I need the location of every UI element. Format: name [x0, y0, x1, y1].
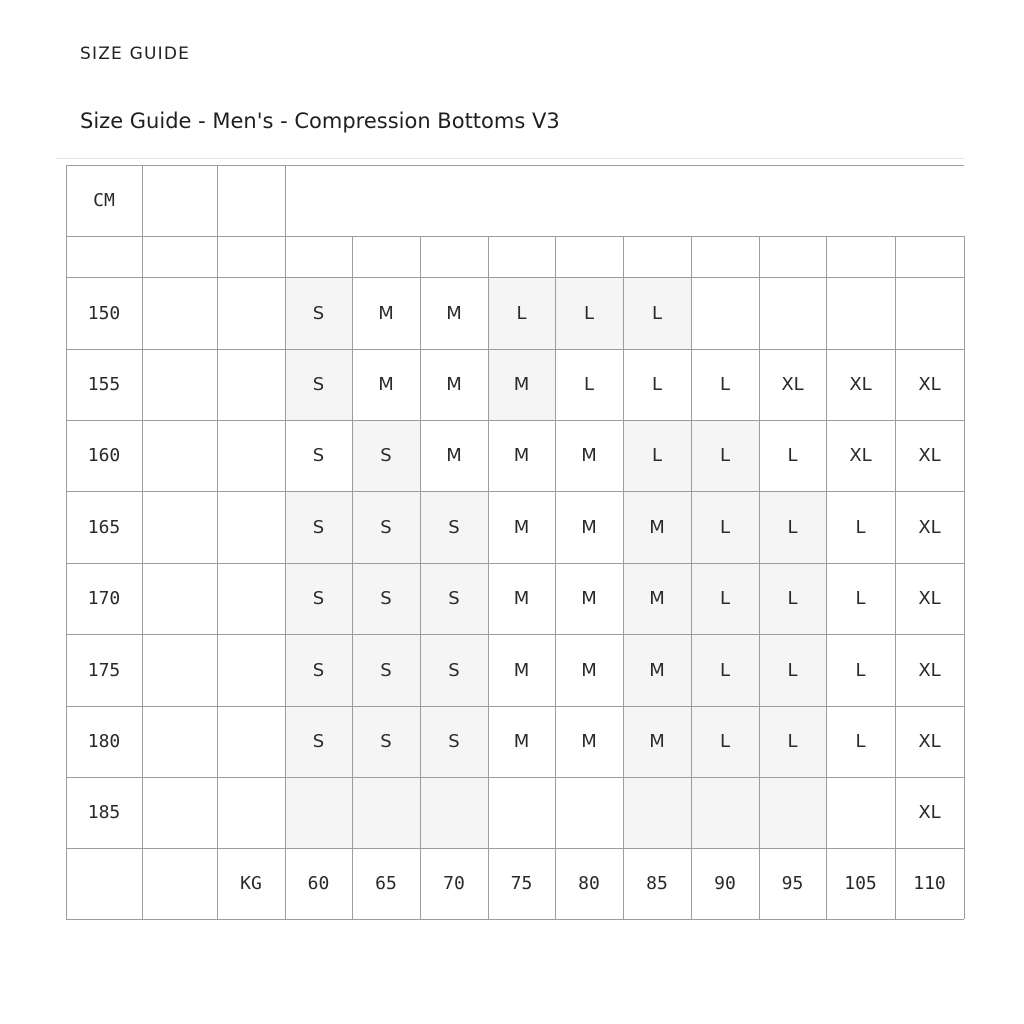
shaded-size-cell: [285, 777, 352, 848]
weight-label: 85: [646, 873, 668, 894]
top-divider: [56, 158, 964, 159]
size-cell-value: M: [513, 588, 530, 609]
size-cell-value: L: [516, 302, 527, 324]
size-cell-value: S: [448, 588, 460, 609]
size-cell-value: XL: [918, 802, 941, 823]
size-cell-value: M: [378, 302, 394, 324]
weight-label: 105: [844, 873, 877, 894]
weight-label: 90: [714, 873, 736, 894]
weight-label: 60: [307, 873, 330, 894]
size-cell-value: L: [855, 659, 866, 681]
height-label: 180: [87, 731, 121, 752]
size-cell-value: XL: [918, 731, 941, 752]
size-cell-value: M: [581, 731, 597, 752]
size-cell-value: S: [380, 659, 392, 681]
shaded-size-cell: [352, 777, 420, 848]
size-cell-value: S: [380, 731, 392, 752]
size-cell-value: S: [380, 588, 392, 609]
height-label: 170: [87, 588, 121, 609]
height-label: 185: [87, 802, 121, 823]
size-cell-value: S: [448, 516, 460, 538]
size-cell-value: L: [719, 445, 731, 466]
size-cell-value: S: [448, 659, 460, 681]
size-guide-eyebrow: SIZE GUIDE: [80, 44, 191, 64]
size-cell-value: M: [513, 516, 530, 538]
grid-horizontal-line: [66, 165, 964, 166]
size-cell-value: L: [787, 731, 798, 752]
size-cell-value: M: [446, 302, 462, 324]
size-cell-value: M: [581, 516, 597, 538]
height-label: 175: [87, 659, 121, 681]
size-cell-value: M: [581, 445, 597, 466]
size-cell-value: S: [312, 445, 325, 466]
size-cell-value: S: [448, 731, 460, 752]
size-cell-value: L: [719, 659, 731, 681]
size-cell-value: XL: [918, 445, 941, 466]
weight-label: 75: [510, 873, 533, 894]
size-cell-value: XL: [918, 659, 941, 681]
weight-label: 95: [781, 873, 804, 894]
size-cell-value: S: [380, 516, 392, 538]
size-cell-value: L: [583, 374, 595, 395]
size-cell-value: L: [719, 588, 731, 609]
size-cell-value: M: [446, 445, 462, 466]
grid-vertical-line: [142, 165, 143, 919]
size-cell-value: S: [312, 516, 325, 538]
size-cell-value: M: [581, 588, 597, 609]
size-cell-value: M: [581, 659, 597, 681]
size-cell-value: L: [855, 516, 866, 538]
size-cell-value: L: [787, 445, 798, 466]
size-cell-value: L: [855, 588, 866, 609]
size-cell-value: XL: [781, 374, 804, 395]
size-cell-value: L: [719, 374, 731, 395]
size-cell-value: L: [855, 731, 866, 752]
shaded-size-cell: [759, 777, 826, 848]
size-cell-value: M: [649, 516, 665, 538]
shaded-size-cell: [420, 777, 488, 848]
height-label: 150: [87, 302, 121, 324]
size-cell-value: S: [312, 731, 325, 752]
size-cell-value: L: [787, 516, 798, 538]
size-cell-value: S: [312, 659, 325, 681]
size-cell-value: XL: [849, 445, 872, 466]
size-cell-value: L: [651, 374, 663, 395]
size-cell-value: L: [651, 445, 663, 466]
size-cell-value: S: [380, 445, 392, 466]
size-cell-value: L: [651, 302, 663, 324]
size-cell-value: M: [649, 731, 665, 752]
size-cell-value: M: [649, 659, 665, 681]
grid-vertical-line: [217, 165, 218, 919]
size-cell-value: XL: [918, 516, 941, 538]
size-cell-value: M: [513, 445, 530, 466]
weight-label: 80: [578, 873, 600, 894]
size-cell-value: M: [513, 731, 530, 752]
size-cell-value: M: [513, 374, 530, 395]
shaded-size-cell: [623, 777, 691, 848]
size-cell-value: L: [719, 731, 731, 752]
height-label: 155: [87, 374, 121, 395]
weight-label: 70: [443, 873, 465, 894]
size-cell-value: S: [312, 374, 325, 395]
size-cell-value: XL: [918, 588, 941, 609]
size-cell-value: L: [787, 588, 798, 609]
size-cell-value: S: [312, 302, 325, 324]
size-chart-grid: [66, 165, 964, 919]
size-cell-value: M: [446, 374, 462, 395]
size-cell-value: XL: [849, 374, 872, 395]
grid-vertical-line: [964, 236, 965, 919]
size-cell-value: L: [583, 302, 595, 324]
weight-label: 110: [913, 873, 946, 894]
weight-label: 65: [375, 873, 397, 894]
height-label: 160: [87, 445, 121, 466]
grid-horizontal-line: [66, 919, 964, 920]
grid-horizontal-line: [66, 777, 964, 778]
height-unit-label: CM: [93, 190, 115, 211]
shaded-size-cell: [691, 777, 759, 848]
size-cell-value: L: [787, 659, 798, 681]
size-cell-value: S: [312, 588, 325, 609]
size-cell-value: M: [513, 659, 530, 681]
height-label: 165: [87, 516, 121, 538]
size-cell-value: M: [378, 374, 394, 395]
grid-horizontal-line: [66, 236, 964, 237]
weight-unit-label: KG: [240, 873, 262, 894]
size-cell-value: XL: [918, 374, 941, 395]
page-title: Size Guide - Men's - Compression Bottoms V3: [80, 109, 560, 133]
size-cell-value: L: [719, 516, 731, 538]
size-cell-value: M: [649, 588, 665, 609]
